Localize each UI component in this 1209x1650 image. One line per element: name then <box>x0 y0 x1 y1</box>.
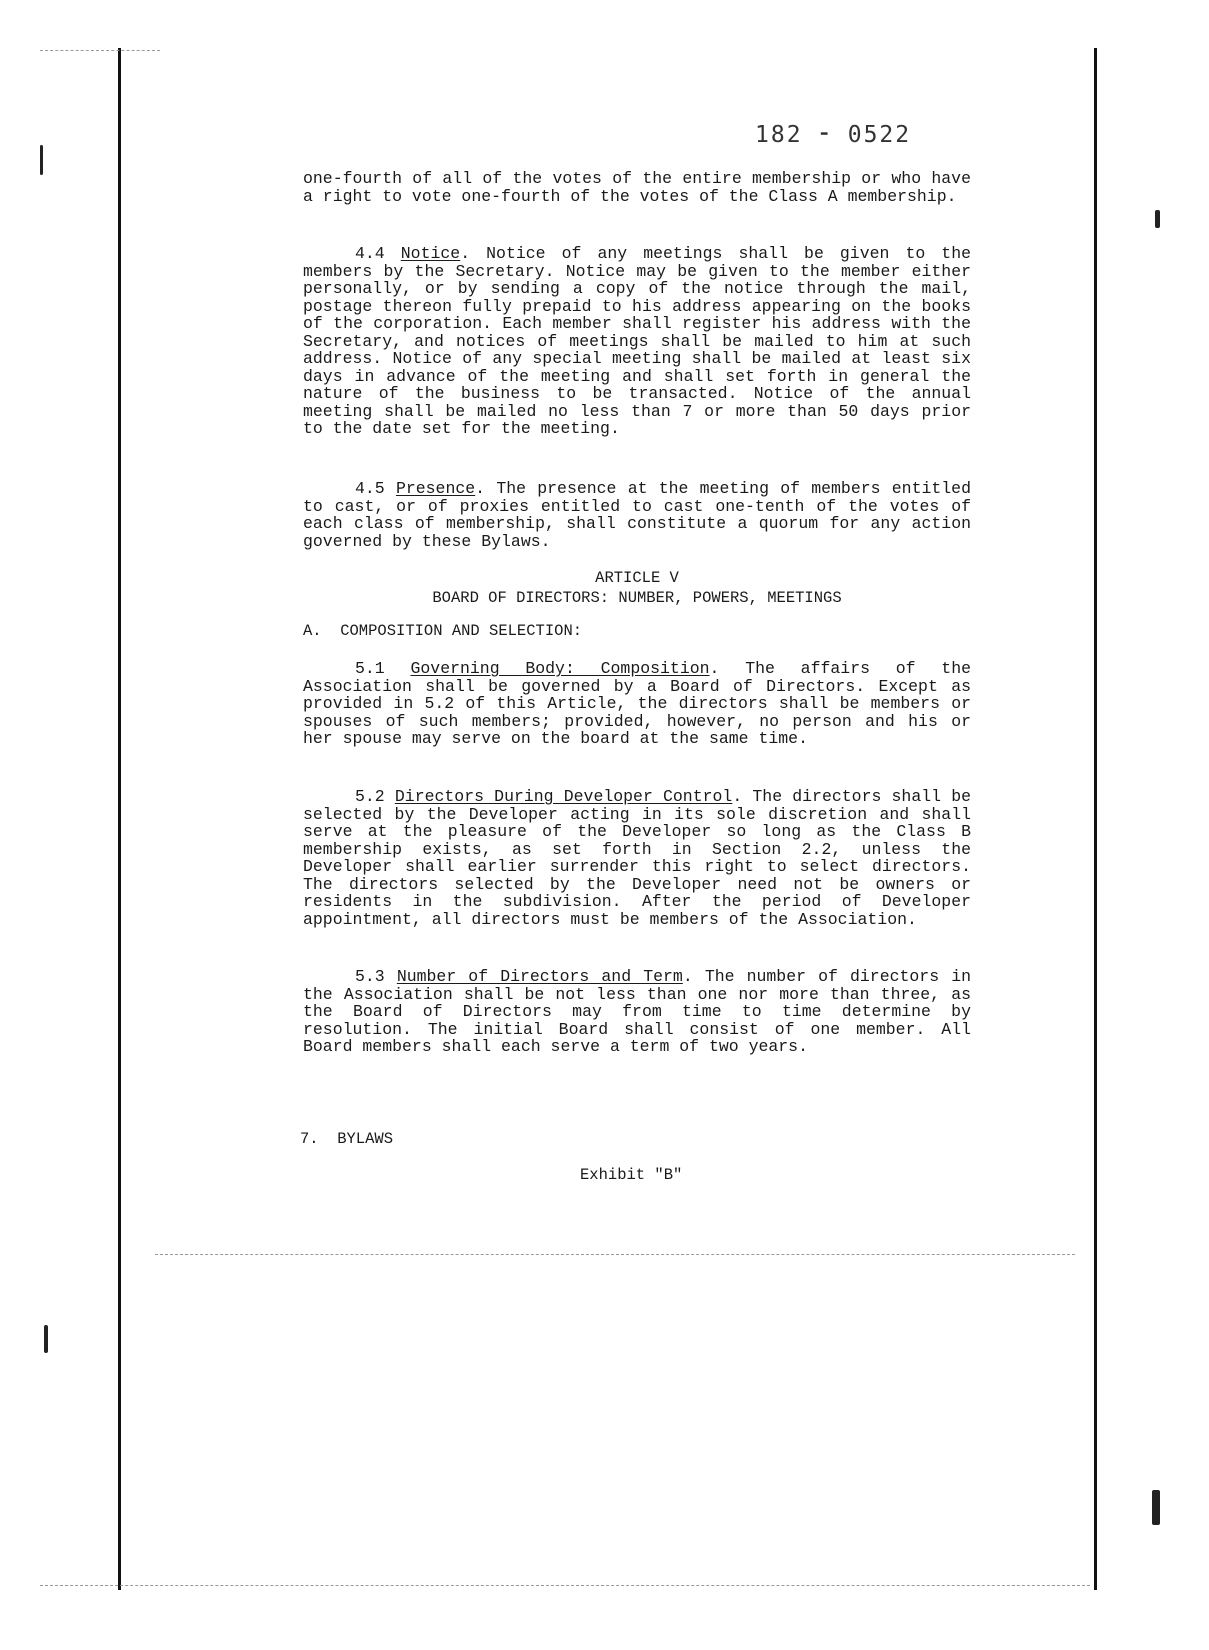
scan-speck <box>1152 1490 1160 1525</box>
section-a-heading: A. COMPOSITION AND SELECTION: <box>303 622 583 640</box>
section-5-2-body: The directors shall be selected by the Developer acting in its sole discretion and shall serve at the pleasure of the Developer so long as the Class B membership exists, as set forth in Section 2.2, unless the Developer shall earlier surrender this right to select directors. The directors selected by the Developer need not be owners or residents in the subdivision. After the period of Developer appointment, all directors must be members of the Association. <box>303 787 971 929</box>
scan-speck <box>40 145 43 175</box>
scan-speck <box>1155 210 1160 228</box>
section-4-5-body: The presence at the meeting of members entitled to cast, or of proxies entitled to cast one-tenth of the votes of each class of membership, shall constitute a quorum for any action governed by these Bylaws. <box>303 479 971 551</box>
section-5-3: 5.3 Number of Directors and Term. The number of directors in the Association shall be not less than one nor more than three, as the Board of Directors may from time to time determine by resolution. The initial Board shall consist of one member. All Board members shall each serve a term of two years. <box>303 967 971 1056</box>
section-4-4-title: Notice <box>400 244 461 263</box>
section-5-1: 5.1 Governing Body: Composition. The affairs of the Association shall be governed by a Board of Directors. Except as provided in 5.2 of this Article, the directors shall be members or spouses of such members; provided, however, no person and his or her spouse may serve on the board at the same time. <box>303 659 972 748</box>
section-4-4-body: Notice of any meetings shall be given to the members by the Secretary. Notice may be given to the member either personally, or by sending a copy of the notice through the mail, postage thereon fully prepaid to his address appearing on the books of the corporation. Each member shall register his address with the Secretary, and notices of meetings shall be mailed to him at such address. Notice of any special meeting shall be mailed at least six days in advance of the meeting and shall set forth in general the nature of the business to be transacted. Notice of the annual meeting shall be mailed no less than 7 or more than 50 days prior to the date set for the meeting. <box>303 244 972 438</box>
scan-speck <box>44 1325 48 1353</box>
bottom-scan-edge <box>40 1585 1090 1586</box>
section-5-3-title: Number of Directors and Term <box>396 967 683 986</box>
section-4-5: 4.5 Presence. The presence at the meeting of members entitled to cast, or of proxies entitled to cast one-tenth of the votes of each class of membership, shall constitute a quorum for any action governed by these Bylaws. <box>303 479 971 551</box>
left-border-line <box>118 48 121 1590</box>
section-4-5-number: 4.5 <box>355 479 385 498</box>
top-scan-edge <box>40 50 160 51</box>
article-subtitle: BOARD OF DIRECTORS: NUMBER, POWERS, MEETINGS <box>432 589 842 607</box>
section-5-2-title: Directors During Developer Control <box>394 787 733 806</box>
section-5-3-number: 5.3 <box>355 967 385 986</box>
section-5-1-number: 5.1 <box>355 659 385 678</box>
section-5-2: 5.2 Directors During Developer Control. The directors shall be selected by the Developer acting in its sole discretion and shall serve at the pleasure of the Developer so long as the Class B membership exists, as set forth in Section 2.2, unless the Developer shall earlier surrender this right to select directors. The directors selected by the Developer need not be owners or residents in the subdivision. After the period of Developer appointment, all directors must be members of the Association. <box>303 787 971 929</box>
inner-frame-bottom-edge <box>155 1254 1075 1255</box>
continuation-paragraph <box>303 170 971 205</box>
article-heading <box>303 568 971 608</box>
continuation-text: one-fourth of all of the votes of the entire membership or who have a right to vote one-fourth of the votes of the Class A membership. <box>303 169 971 206</box>
section-5-2-number: 5.2 <box>355 787 385 806</box>
footer-exhibit-label: Exhibit "B" <box>580 1166 683 1184</box>
section-4-4-number: 4.4 <box>355 244 385 263</box>
footer-section-label: 7. BYLAWS <box>300 1130 394 1148</box>
right-border-line <box>1094 48 1097 1590</box>
article-title: ARTICLE V <box>595 569 679 587</box>
section-5-3-body: The number of directors in the Association shall be not less than one nor more than three, as the Board of Directors may from time to time determine by resolution. The initial Board shall consist of one member. All Board members shall each serve a term of two years. <box>303 967 971 1056</box>
section-4-5-title: Presence <box>395 479 476 498</box>
section-4-4: 4.4 Notice. Notice of any meetings shall be given to the members by the Secretary. Notice may be given to the member either personally, or by sending a copy of the notice through the mail, postage thereon fully prepaid to his address appearing on the books of the corporation. Each member shall register his address with the Secretary, and notices of meetings shall be mailed to him at such address. Notice of any special meeting shall be mailed at least six days in advance of the meeting and shall set forth in general the nature of the business to be transacted. Notice of the annual meeting shall be mailed no less than 7 or more than 50 days prior to the date set for the meeting. <box>303 244 972 438</box>
section-5-1-title: Governing Body: Composition <box>410 659 710 678</box>
section-5-1-body: The affairs of the Association shall be governed by a Board of Directors. Except as provided in 5.2 of this Article, the directors shall be members or spouses of such members; provided, however, no person and his or her spouse may serve on the board at the same time. <box>303 659 972 748</box>
page-stamp-number: 182 ⁃ 0522 <box>755 122 912 148</box>
